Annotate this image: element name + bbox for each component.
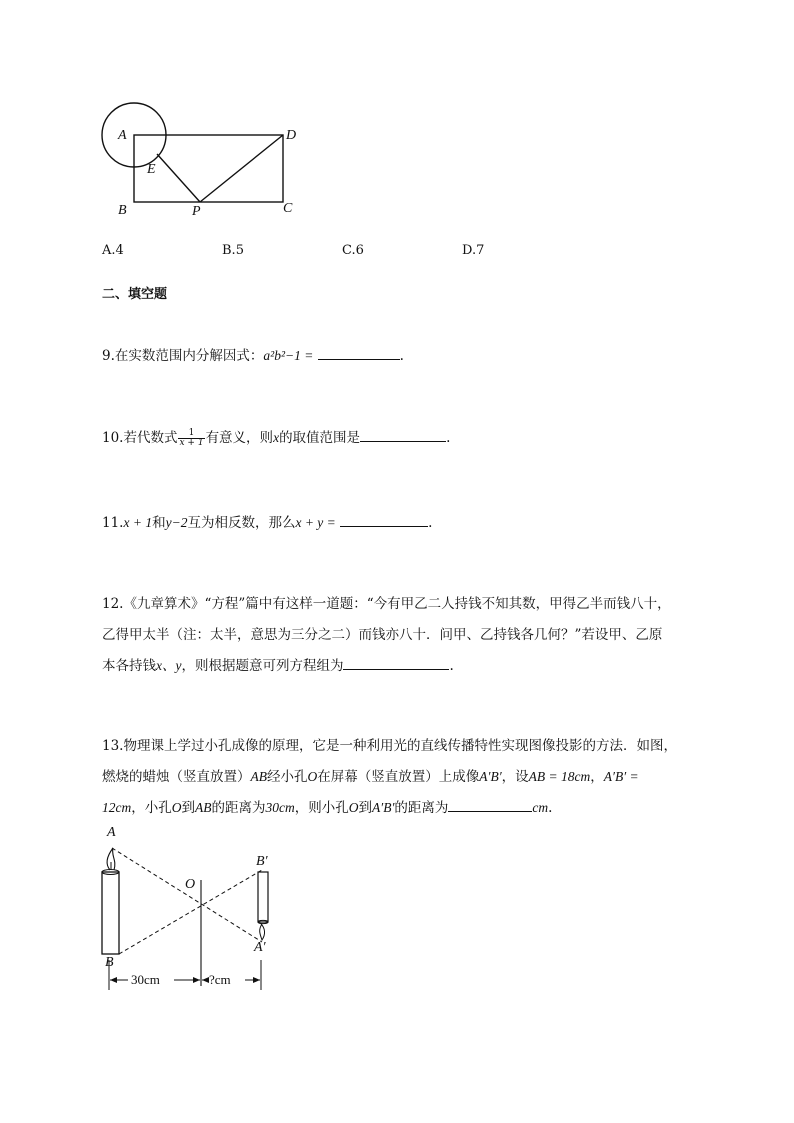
geometry-figure-rectangle: [95, 100, 315, 225]
label-e: E: [147, 162, 156, 177]
q11-expr3: x + y =: [295, 515, 336, 530]
q12-line3-prefix: 本各持钱: [102, 658, 156, 674]
choice-c[interactable]: [342, 243, 364, 258]
segment-ep: [157, 154, 200, 202]
label-c: C: [283, 201, 293, 216]
q9-answer-blank[interactable]: [318, 347, 400, 360]
q13-math: AB: [250, 769, 267, 784]
q11-answer-blank[interactable]: [340, 514, 428, 527]
q13-text: ，小孔: [131, 800, 172, 816]
label-fig2-a: A: [107, 825, 116, 840]
q13-math: O: [171, 800, 182, 815]
section-title: 二、填空题: [102, 287, 168, 302]
q13-text: ，则小孔: [294, 800, 349, 816]
q13-text: 经小孔: [267, 769, 308, 785]
dimension-label-30cm: 30cm: [131, 972, 160, 987]
q10-suffix: .: [446, 430, 451, 446]
q13-unit: cm: [532, 800, 549, 815]
label-fig2-b-prime: B′: [256, 854, 268, 869]
question-11: [102, 511, 432, 531]
choice-letter: A.: [102, 243, 116, 258]
q11-mid1: 和: [152, 515, 166, 531]
q10-tail: 的取值范围是: [279, 430, 361, 446]
q13-text: 燃烧的蜡烛（竖直放置）: [102, 769, 251, 785]
rectangle-abcd: [134, 135, 283, 202]
q11-mid2: 互为相反数，那么: [187, 515, 296, 531]
q13-answer-blank[interactable]: [448, 799, 532, 812]
question-10: [102, 426, 450, 448]
choice-a[interactable]: [102, 243, 124, 258]
q10-fraction-denominator: x + 1: [179, 438, 204, 448]
q13-text: 到: [358, 800, 372, 816]
q13-math: A′B′: [372, 800, 395, 815]
candle-body: [102, 872, 119, 954]
q10-middle: 有意义，则: [205, 430, 274, 446]
q11-expr2: y−2: [165, 515, 188, 530]
q13-math: A′B′ =: [603, 769, 639, 784]
arrow-left-end: [110, 977, 117, 983]
choice-d[interactable]: [462, 243, 484, 258]
arrow-left-mid: [193, 977, 200, 983]
choice-letter: C.: [342, 243, 356, 258]
question-9: [102, 344, 404, 364]
dimension-label-unknown: ?cm: [209, 972, 231, 987]
question-13-line-1: 13.物理课上学过小孔成像的原理，它是一种利用光的直线传播特性实现图像投影的方法．如图，: [102, 738, 677, 754]
arrow-right-end: [253, 977, 260, 983]
q12-suffix: .: [449, 658, 454, 674]
choice-value: 7: [476, 243, 485, 258]
q13-text: 的距离为: [394, 800, 449, 816]
q13-math: A′B′: [479, 769, 502, 784]
label-fig2-a-prime: A′: [254, 940, 266, 955]
q13-text: 到: [181, 800, 195, 816]
question-13-line-3: [102, 796, 552, 816]
label-fig2-b: B: [105, 955, 114, 970]
q10-variable: x: [273, 430, 280, 445]
q11-prefix: 11.: [102, 515, 124, 531]
choice-b[interactable]: [222, 243, 244, 258]
q9-expression: a²b²−1 =: [263, 348, 314, 363]
question-12-line-2: 乙得甲太半（注：太半，意思为三分之二）而钱亦八十．问甲、乙持钱各几何？”若设甲、乙原: [102, 627, 663, 643]
q13-math: AB: [195, 800, 212, 815]
image-flame: [260, 924, 265, 940]
q13-text: ，: [590, 769, 604, 785]
q12-line3-tail: ，则根据题意可列方程组为: [181, 658, 344, 674]
q13-suffix: .: [548, 800, 553, 816]
q13-text: 的距离为: [211, 800, 266, 816]
ray-a-to-a-prime: [112, 848, 262, 942]
q9-prefix: 9.在实数范围内分解因式：: [102, 348, 264, 364]
q11-suffix: .: [428, 515, 433, 531]
q13-text: ，设: [501, 769, 529, 785]
choice-letter: D.: [462, 243, 477, 258]
label-fig2-o: O: [185, 877, 196, 892]
label-a: A: [118, 128, 127, 143]
question-12-line-3: [102, 654, 454, 674]
label-p: P: [192, 204, 201, 219]
q10-fraction-numerator: 1: [178, 429, 204, 439]
q11-expr1: x + 1: [123, 515, 153, 530]
image-candle-body: [258, 872, 268, 922]
choice-value: 6: [355, 243, 364, 258]
q13-math: AB = 18cm: [528, 769, 591, 784]
q10-answer-blank[interactable]: [360, 429, 446, 442]
q10-fraction: [178, 429, 204, 448]
q12-answer-blank[interactable]: [343, 657, 449, 670]
q12-variables: x、y: [156, 658, 182, 673]
choice-value: 4: [115, 243, 124, 258]
label-b: B: [118, 203, 127, 218]
q9-suffix: .: [399, 348, 404, 364]
q13-math: O: [307, 769, 318, 784]
segment-pd: [200, 135, 283, 202]
arrow-right-mid: [202, 977, 209, 983]
q13-math: O: [348, 800, 359, 815]
choice-value: 5: [235, 243, 244, 258]
question-12-line-1: 12.《九章算术》“方程”篇中有这样一道题：“今有甲乙二人持钱不知其数，甲得乙半而钱八十，: [102, 596, 671, 612]
label-d: D: [286, 128, 297, 143]
q10-prefix: 10.若代数式: [102, 430, 178, 446]
question-13-line-2: [102, 765, 639, 785]
q13-text: 在屏幕（竖直放置）上成像: [317, 769, 480, 785]
q13-math: 12cm: [102, 800, 132, 815]
choice-letter: B.: [222, 243, 236, 258]
q13-math: 30cm: [265, 800, 295, 815]
